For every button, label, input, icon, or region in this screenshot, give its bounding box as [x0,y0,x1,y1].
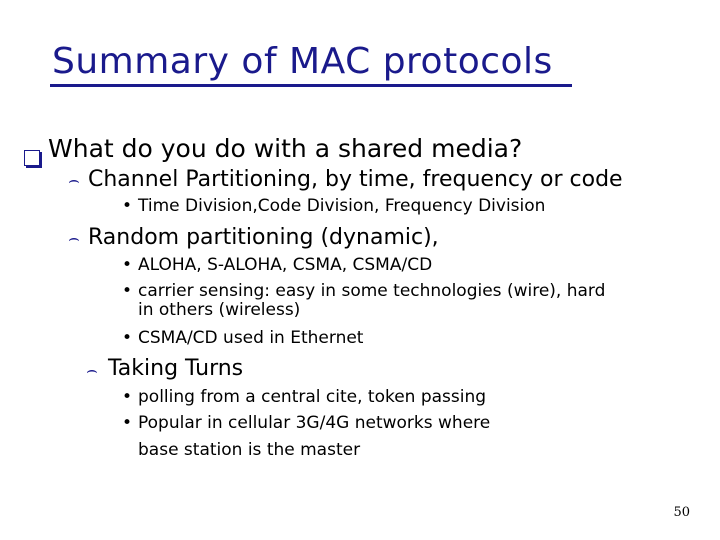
bullet-text: Time Division,Code Division, Frequency Division [138,196,546,216]
item-label-channel-partitioning: Channel Partitioning, by time, frequency or code [88,167,623,192]
bullet-text: ALOHA, S-ALOHA, CSMA, CSMA/CD [138,255,433,275]
item-label-taking-turns: Taking Turns [108,356,244,381]
arc-icon: ⌢ [86,360,98,381]
bullet-text: Popular in cellular 3G/4G networks where [138,413,491,433]
dot-icon: • [122,281,133,301]
dot-icon: • [122,387,133,407]
square-box-icon [24,150,40,166]
dot-icon: • [122,328,133,348]
arc-icon: ⌢ [68,228,80,249]
bullet-text: CSMA/CD used in Ethernet [138,328,364,348]
bullet-text: polling from a central cite, token passing [138,387,487,407]
arc-icon: ⌢ [68,170,80,191]
bullet-continuation: in others (wireless) [138,300,301,320]
slide-title: Summary of MAC protocols [52,41,553,82]
item-label-random-partitioning: Random partitioning (dynamic), [88,225,439,250]
bullet-continuation: base station is the master [138,440,361,460]
bullet-text: carrier sensing: easy in some technologies (wire), hard [138,281,606,301]
dot-icon: • [122,196,133,216]
question-text: What do you do with a shared media? [48,134,523,163]
page-number: 50 [673,505,690,520]
dot-icon: • [122,413,133,433]
title-underline [50,84,572,87]
dot-icon: • [122,255,133,275]
